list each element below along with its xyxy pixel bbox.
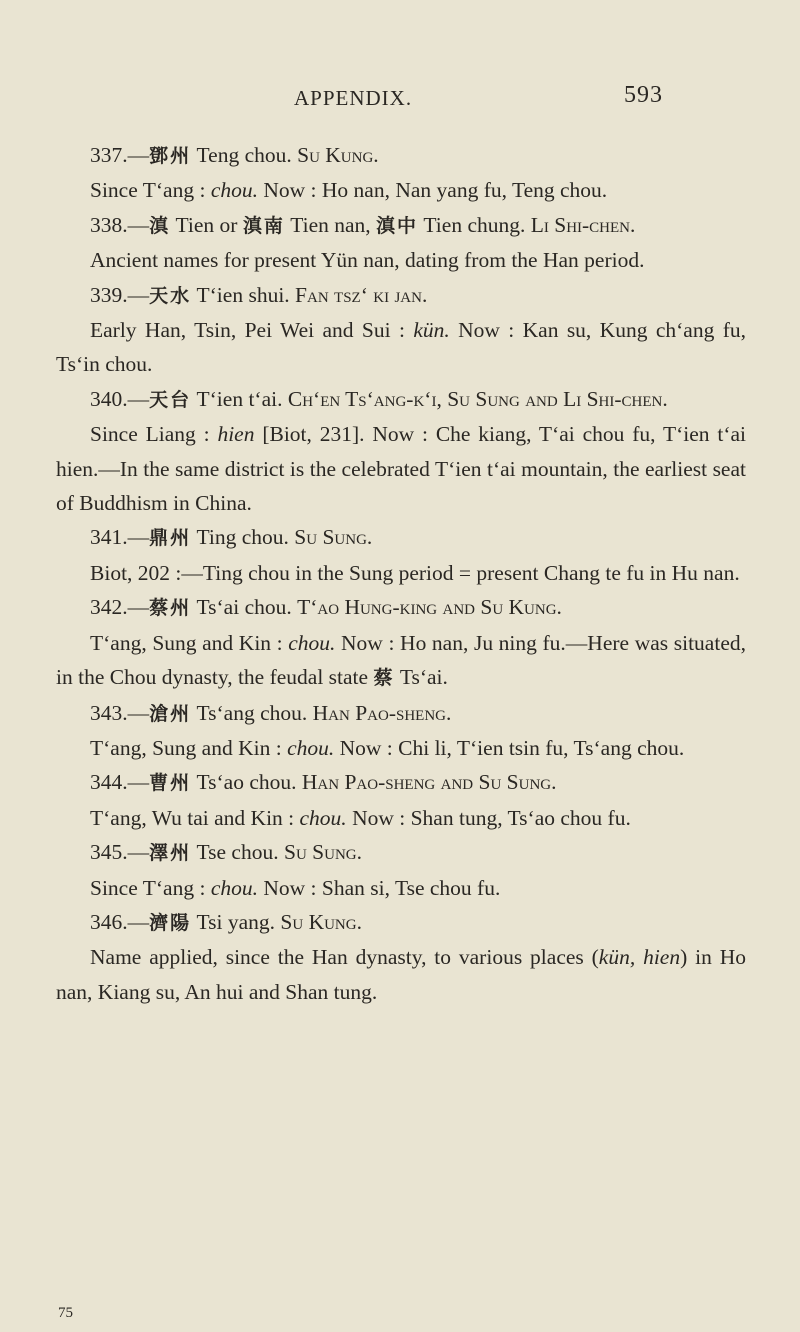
- authority: Han Pao-sheng and Su Sung.: [301, 770, 557, 795]
- entry-345-note: [56, 871, 746, 905]
- chinese-characters: 滄州: [149, 702, 192, 725]
- authority: Su Kung.: [280, 909, 362, 934]
- entry-337-note: [56, 173, 746, 207]
- romanized-name: T‘ien t‘ai.: [191, 386, 288, 411]
- entry-number: 346.—: [90, 909, 150, 934]
- note-text: [Biot, 231]. Now : Che kiang, T‘ai chou fu, T‘ien t‘ai hien.—In the same district is the celebrated T‘ien t‘ai mountain, the earliest seat of Buddhism in China.: [56, 422, 746, 516]
- entry-338-note: [56, 243, 746, 277]
- note-text: T‘ang, Sung and Kin :: [90, 735, 288, 760]
- entry-340-heading: [56, 382, 746, 417]
- note-italic: chou.: [288, 630, 336, 655]
- romanized-name: Ts‘ao chou.: [191, 770, 302, 795]
- entry-number: 341.—: [90, 525, 150, 550]
- chinese-characters: 曹州: [149, 772, 192, 795]
- romanized-name: Teng chou.: [191, 143, 298, 167]
- authority: Li Shi-chen.: [530, 212, 636, 237]
- note-italic: chou.: [299, 805, 347, 830]
- entry-339-heading: [56, 278, 746, 313]
- chinese-characters: 澤州: [149, 842, 192, 865]
- chinese-characters: 濟陽: [149, 911, 192, 934]
- authority: Su Sung.: [283, 840, 362, 865]
- entry-341-heading: [56, 520, 746, 555]
- entry-343-note: [56, 731, 746, 765]
- entry-344-note: [56, 801, 746, 835]
- entry-339-note: [56, 313, 746, 382]
- entry-341-note: [56, 556, 746, 590]
- note-text: ) in Ho nan, Kiang su, An hui and Shan tung.: [56, 945, 746, 1004]
- chinese-characters: 天台: [149, 388, 192, 411]
- note-italic: chou.: [210, 875, 258, 900]
- note-italic: kün.: [413, 318, 450, 343]
- authority: T‘ao Hung-king and Su Kung.: [297, 595, 562, 620]
- entry-344-heading: [56, 765, 746, 800]
- chinese-characters: 蔡州: [149, 597, 192, 620]
- entry-number: 337.—: [90, 143, 150, 167]
- note-text: Now : Ho nan, Ju ning fu.—Here was situated, in the Chou dynasty, the feudal state: [56, 630, 746, 690]
- page-body: [56, 138, 746, 1009]
- chinese-characters: 滇: [149, 214, 171, 237]
- entry-number: 342.—: [90, 595, 150, 620]
- chinese-characters: 鼎州: [149, 527, 192, 550]
- note-text: Ts‘ai.: [394, 665, 448, 690]
- entry-346-heading: [56, 905, 746, 940]
- note-italic: hien: [217, 422, 255, 447]
- note-text: Since Liang :: [90, 422, 218, 447]
- entry-number: 338.—: [90, 212, 150, 237]
- entry-338-heading: [56, 208, 746, 243]
- chinese-characters: 天水: [149, 284, 192, 307]
- note-text: Now : Chi li, T‘ien tsin fu, Ts‘ang chou.: [334, 735, 685, 760]
- chinese-characters: 鄧州: [149, 145, 192, 167]
- entry-342-heading: [56, 590, 746, 625]
- romanized-name: Ts‘ai chou.: [191, 595, 298, 620]
- note-text: Biot, 202 :—Ting chou in the Sung period = present Chang te fu in Hu nan.: [90, 560, 740, 585]
- note-text: Now : Shan tung, Ts‘ao chou fu.: [346, 805, 631, 830]
- romanized-name: Tien or: [170, 212, 243, 237]
- romanized-name: T‘ien shui.: [191, 282, 296, 307]
- note-text: Now : Ho nan, Nan yang fu, Teng chou.: [257, 178, 608, 203]
- note-text: Now : Kan su, Kung ch‘ang fu, Ts‘in chou.: [56, 318, 746, 377]
- romanized-name: Tien chung.: [418, 212, 531, 237]
- note-italic: chou.: [210, 178, 258, 203]
- authority: Fan tsz‘ ki jan.: [295, 282, 428, 307]
- authority: Su Sung.: [294, 525, 373, 550]
- entry-number: 340.—: [90, 386, 150, 411]
- entry-number: 344.—: [90, 770, 150, 795]
- chinese-characters: 滇中: [376, 214, 419, 237]
- note-italic: chou.: [287, 735, 335, 760]
- entry-342-note: [56, 626, 746, 696]
- chinese-characters: 蔡: [373, 667, 395, 690]
- note-text: Ancient names for present Yün nan, dating from the Han period.: [90, 248, 645, 273]
- entry-345-heading: [56, 835, 746, 870]
- romanized-name: Tien nan,: [284, 212, 377, 237]
- romanized-name: Tse chou.: [191, 840, 284, 865]
- romanized-name: Ting chou.: [191, 525, 295, 550]
- note-text: Since T‘ang :: [90, 178, 211, 203]
- entry-number: 345.—: [90, 840, 150, 865]
- header-title: APPENDIX.: [294, 86, 413, 110]
- note-text: T‘ang, Wu tai and Kin :: [90, 805, 300, 830]
- entry-number: 343.—: [90, 700, 150, 725]
- entry-number: 339.—: [90, 282, 150, 307]
- authority: Ch‘en Ts‘ang-k‘i, Su Sung and Li Shi-chen.: [287, 386, 668, 411]
- note-text: Since T‘ang :: [90, 875, 211, 900]
- entry-337-heading: [56, 138, 746, 173]
- entry-346-note: [56, 940, 746, 1009]
- running-header: [0, 82, 800, 116]
- note-text: Now : Shan si, Tse chou fu.: [257, 875, 501, 900]
- note-text: T‘ang, Sung and Kin :: [90, 630, 289, 655]
- page-number: 593: [624, 82, 663, 108]
- romanized-name: Tsi yang.: [191, 909, 281, 934]
- authority: Han Pao-sheng.: [312, 700, 452, 725]
- entry-343-heading: [56, 696, 746, 731]
- entry-340-note: [56, 417, 746, 520]
- signature-mark: 75: [58, 1305, 73, 1321]
- note-text: Early Han, Tsin, Pei Wei and Sui :: [90, 318, 414, 343]
- romanized-name: Ts‘ang chou.: [191, 700, 313, 725]
- note-italic: kün, hien: [598, 945, 681, 970]
- authority: Su Kung.: [297, 143, 379, 167]
- chinese-characters: 滇南: [242, 214, 285, 237]
- note-text: Name applied, since the Han dynasty, to various places (: [90, 945, 599, 970]
